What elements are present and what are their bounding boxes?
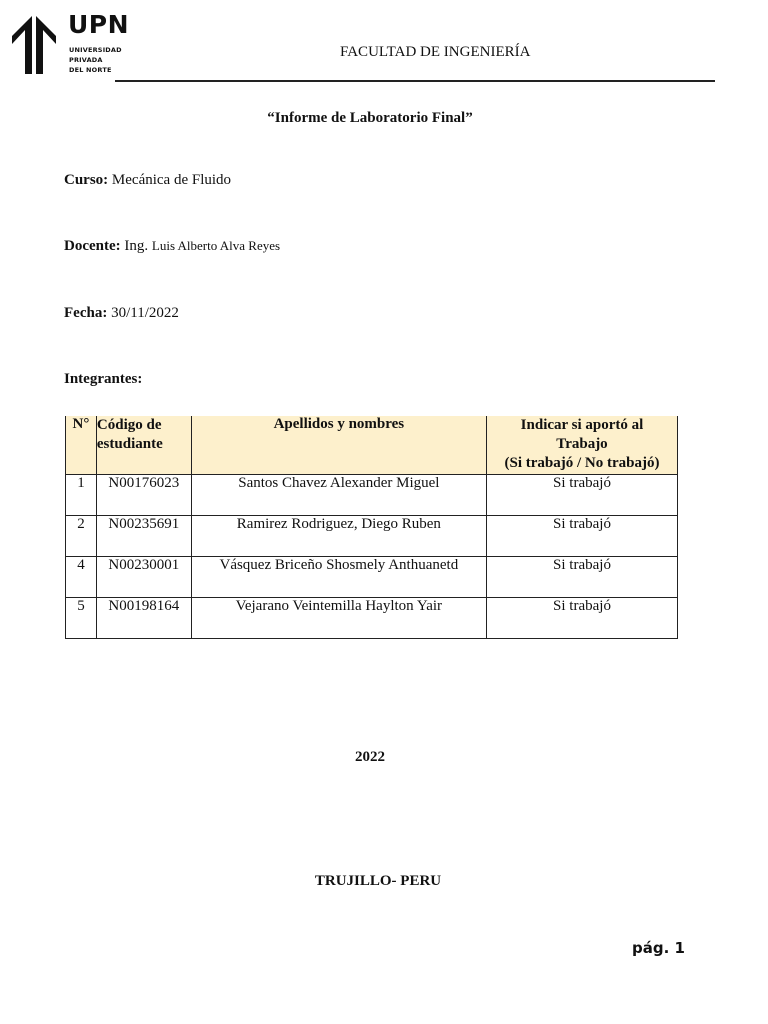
logo-word: UPN — [68, 10, 130, 39]
contribution-status: Si trabajó — [487, 515, 678, 556]
date-field — [64, 305, 179, 322]
student-code: N00176023 — [96, 474, 191, 515]
student-name: Vásquez Briceño Shosmely Anthuanetd — [191, 556, 486, 597]
course-field — [64, 172, 231, 189]
teacher-field — [64, 238, 280, 255]
teacher-label: Docente: — [64, 238, 121, 254]
student-name: Santos Chavez Alexander Miguel — [191, 474, 486, 515]
city: TRUJILLO- PERU — [314, 873, 442, 889]
table-row — [66, 474, 678, 515]
faculty-header: FACULTAD DE INGENIERÍA — [340, 44, 531, 60]
teacher-value: Luis Alberto Alva Reyes — [151, 238, 281, 253]
date-label: Fecha: — [64, 305, 108, 321]
members-table — [65, 416, 678, 639]
row-number: 4 — [66, 556, 97, 597]
table-row — [66, 556, 678, 597]
page-number: pág. 1 — [632, 939, 685, 957]
course-value: Mecánica de Fluido — [111, 172, 232, 188]
upn-logo — [12, 10, 130, 78]
row-number: 1 — [66, 474, 97, 515]
contribution-status: Si trabajó — [487, 556, 678, 597]
logo-line-2: PRIVADA — [69, 56, 103, 64]
student-code: N00235691 — [96, 515, 191, 556]
contribution-status: Si trabajó — [487, 597, 678, 638]
course-label: Curso: — [64, 172, 109, 188]
header-divider — [115, 80, 715, 82]
header-name: Apellidos y nombres — [191, 416, 486, 474]
student-code: N00198164 — [96, 597, 191, 638]
table-header-row — [66, 416, 678, 474]
upn-arrow-icon — [12, 14, 64, 76]
row-number: 2 — [66, 515, 97, 556]
logo-line-1: UNIVERSIDAD — [69, 46, 122, 54]
student-name: Vejarano Veintemilla Haylton Yair — [191, 597, 486, 638]
header-contribution: Indicar si aportó al Trabajo (Si trabajó / No trabajó) — [487, 416, 678, 474]
contribution-status: Si trabajó — [487, 474, 678, 515]
student-name: Ramirez Rodriguez, Diego Ruben — [191, 515, 486, 556]
table-row — [66, 515, 678, 556]
report-title: “Informe de Laboratorio Final” — [267, 110, 473, 126]
header-n: N° — [66, 416, 97, 474]
row-number: 5 — [66, 597, 97, 638]
year: 2022 — [355, 749, 385, 765]
logo-line-3: DEL NORTE — [69, 66, 112, 74]
table-row — [66, 597, 678, 638]
date-value: 30/11/2022 — [111, 305, 179, 321]
teacher-prefix: Ing. — [124, 238, 149, 254]
members-label: Integrantes: — [64, 371, 143, 387]
header-code: Código de estudiante — [96, 416, 191, 474]
student-code: N00230001 — [96, 556, 191, 597]
